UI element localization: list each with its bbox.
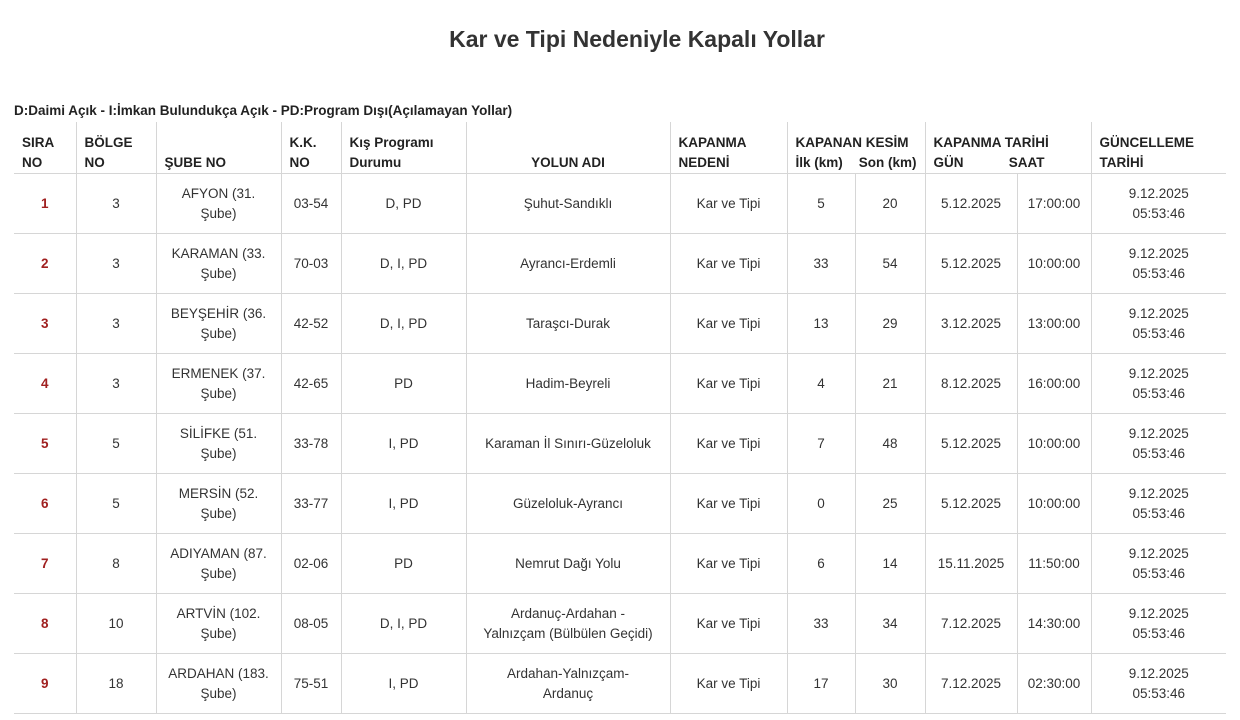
- cell-bolge: 5: [76, 414, 156, 474]
- cell-ilk-km: 0: [787, 474, 855, 534]
- cell-sube: MERSİN (52. Şube): [156, 474, 281, 534]
- cell-gun: 8.12.2025: [925, 354, 1017, 414]
- cell-guncelleme: 9.12.2025 05:53:46: [1091, 534, 1226, 594]
- cell-kk: 42-65: [281, 354, 341, 414]
- cell-son-km: 29: [855, 294, 925, 354]
- cell-kk: 33-78: [281, 414, 341, 474]
- cell-guncelleme: 9.12.2025 05:53:46: [1091, 234, 1226, 294]
- cell-kapanma-nedeni: Kar ve Tipi: [670, 174, 787, 234]
- cell-sube: ARTVİN (102. Şube): [156, 594, 281, 654]
- cell-saat: 11:50:00: [1017, 534, 1091, 594]
- cell-saat: 10:00:00: [1017, 234, 1091, 294]
- cell-kapanma-nedeni: Kar ve Tipi: [670, 654, 787, 714]
- cell-guncelleme: 9.12.2025 05:53:46: [1091, 594, 1226, 654]
- cell-saat: 17:00:00: [1017, 174, 1091, 234]
- cell-kk: 75-51: [281, 654, 341, 714]
- cell-guncelleme: 9.12.2025 05:53:46: [1091, 414, 1226, 474]
- cell-yolun-adi: Ardahan-Yalnızçam- Ardanuç: [466, 654, 670, 714]
- cell-kk: 70-03: [281, 234, 341, 294]
- cell-son-km: 30: [855, 654, 925, 714]
- cell-kapanma-nedeni: Kar ve Tipi: [670, 354, 787, 414]
- header-guncelleme-tarihi: GÜNCELLEME TARİHİ: [1091, 122, 1226, 174]
- table-row: [14, 414, 1226, 474]
- table-row: [14, 594, 1226, 654]
- table-row: [14, 174, 1226, 234]
- cell-gun: 3.12.2025: [925, 294, 1017, 354]
- table-row: [14, 234, 1226, 294]
- header-yolun-adi: YOLUN ADI: [466, 122, 670, 174]
- table-row: [14, 474, 1226, 534]
- cell-yolun-adi: Şuhut-Sandıklı: [466, 174, 670, 234]
- cell-sube: ERMENEK (37. Şube): [156, 354, 281, 414]
- cell-bolge: 10: [76, 594, 156, 654]
- status-legend: D:Daimi Açık - I:İmkan Bulundukça Açık - PD:Program Dışı(Açılamayan Yollar): [14, 103, 513, 118]
- cell-son-km: 34: [855, 594, 925, 654]
- cell-sira: 4: [14, 354, 76, 414]
- cell-ilk-km: 13: [787, 294, 855, 354]
- cell-yolun-adi: Güzeloluk-Ayrancı: [466, 474, 670, 534]
- cell-saat: 13:00:00: [1017, 294, 1091, 354]
- cell-sira: 1: [14, 174, 76, 234]
- cell-bolge: 3: [76, 294, 156, 354]
- cell-son-km: 48: [855, 414, 925, 474]
- cell-kapanma-nedeni: Kar ve Tipi: [670, 534, 787, 594]
- cell-kk: 03-54: [281, 174, 341, 234]
- cell-sira: 7: [14, 534, 76, 594]
- cell-kk: 08-05: [281, 594, 341, 654]
- header-bolge: BÖLGE NO: [76, 122, 156, 174]
- cell-kis-programi: I, PD: [341, 474, 466, 534]
- cell-bolge: 18: [76, 654, 156, 714]
- cell-kis-programi: I, PD: [341, 414, 466, 474]
- closed-roads-table: [14, 122, 1226, 714]
- cell-ilk-km: 7: [787, 414, 855, 474]
- cell-kk: 33-77: [281, 474, 341, 534]
- cell-son-km: 54: [855, 234, 925, 294]
- cell-son-km: 14: [855, 534, 925, 594]
- cell-ilk-km: 33: [787, 234, 855, 294]
- cell-sube: KARAMAN (33. Şube): [156, 234, 281, 294]
- cell-saat: 16:00:00: [1017, 354, 1091, 414]
- cell-sube: SİLİFKE (51. Şube): [156, 414, 281, 474]
- cell-son-km: 21: [855, 354, 925, 414]
- cell-kapanma-nedeni: Kar ve Tipi: [670, 414, 787, 474]
- cell-guncelleme: 9.12.2025 05:53:46: [1091, 474, 1226, 534]
- table-row: [14, 534, 1226, 594]
- cell-sira: 8: [14, 594, 76, 654]
- table-row: [14, 294, 1226, 354]
- cell-saat: 02:30:00: [1017, 654, 1091, 714]
- cell-saat: 10:00:00: [1017, 414, 1091, 474]
- cell-kis-programi: D, I, PD: [341, 294, 466, 354]
- cell-sube: AFYON (31. Şube): [156, 174, 281, 234]
- table-row: [14, 354, 1226, 414]
- cell-gun: 5.12.2025: [925, 474, 1017, 534]
- cell-bolge: 5: [76, 474, 156, 534]
- cell-yolun-adi: Hadim-Beyreli: [466, 354, 670, 414]
- table-header-row: [14, 122, 1226, 174]
- cell-kapanma-nedeni: Kar ve Tipi: [670, 294, 787, 354]
- cell-yolun-adi: Taraşcı-Durak: [466, 294, 670, 354]
- cell-ilk-km: 6: [787, 534, 855, 594]
- header-kk: K.K. NO: [281, 122, 341, 174]
- cell-bolge: 3: [76, 234, 156, 294]
- cell-sira: 2: [14, 234, 76, 294]
- cell-kapanma-nedeni: Kar ve Tipi: [670, 234, 787, 294]
- cell-guncelleme: 9.12.2025 05:53:46: [1091, 294, 1226, 354]
- cell-kis-programi: D, I, PD: [341, 594, 466, 654]
- cell-sube: BEYŞEHİR (36. Şube): [156, 294, 281, 354]
- cell-guncelleme: 9.12.2025 05:53:46: [1091, 654, 1226, 714]
- table-row: [14, 654, 1226, 714]
- header-kis-programi: Kış Programı Durumu: [341, 122, 466, 174]
- page-title: Kar ve Tipi Nedeniyle Kapalı Yollar: [449, 26, 825, 52]
- cell-sira: 9: [14, 654, 76, 714]
- cell-bolge: 3: [76, 174, 156, 234]
- cell-yolun-adi: Ardanuç-Ardahan - Yalnızçam (Bülbülen Geçidi): [466, 594, 670, 654]
- cell-sube: ARDAHAN (183. Şube): [156, 654, 281, 714]
- cell-ilk-km: 4: [787, 354, 855, 414]
- cell-ilk-km: 5: [787, 174, 855, 234]
- cell-ilk-km: 17: [787, 654, 855, 714]
- cell-yolun-adi: Karaman İl Sınırı-Güzeloluk: [466, 414, 670, 474]
- cell-sira: 6: [14, 474, 76, 534]
- cell-sube: ADIYAMAN (87. Şube): [156, 534, 281, 594]
- cell-sira: 5: [14, 414, 76, 474]
- cell-bolge: 3: [76, 354, 156, 414]
- cell-gun: 15.11.2025: [925, 534, 1017, 594]
- cell-saat: 14:30:00: [1017, 594, 1091, 654]
- cell-kis-programi: D, I, PD: [341, 234, 466, 294]
- cell-kapanma-nedeni: Kar ve Tipi: [670, 474, 787, 534]
- cell-ilk-km: 33: [787, 594, 855, 654]
- header-kapanma-nedeni: KAPANMA NEDENİ: [670, 122, 787, 174]
- cell-yolun-adi: Ayrancı-Erdemli: [466, 234, 670, 294]
- cell-kis-programi: I, PD: [341, 654, 466, 714]
- cell-kis-programi: D, PD: [341, 174, 466, 234]
- cell-kk: 42-52: [281, 294, 341, 354]
- cell-gun: 5.12.2025: [925, 234, 1017, 294]
- cell-guncelleme: 9.12.2025 05:53:46: [1091, 174, 1226, 234]
- cell-kapanma-nedeni: Kar ve Tipi: [670, 594, 787, 654]
- header-sube: ŞUBE NO: [156, 122, 281, 174]
- cell-yolun-adi: Nemrut Dağı Yolu: [466, 534, 670, 594]
- header-kapanma-tarihi: KAPANMA TARİHİ GÜN SAAT: [925, 122, 1091, 174]
- cell-kis-programi: PD: [341, 534, 466, 594]
- cell-son-km: 25: [855, 474, 925, 534]
- cell-sira: 3: [14, 294, 76, 354]
- cell-bolge: 8: [76, 534, 156, 594]
- cell-gun: 7.12.2025: [925, 594, 1017, 654]
- cell-kk: 02-06: [281, 534, 341, 594]
- cell-gun: 5.12.2025: [925, 414, 1017, 474]
- cell-saat: 10:00:00: [1017, 474, 1091, 534]
- cell-gun: 7.12.2025: [925, 654, 1017, 714]
- header-kapanan-kesim: KAPANAN KESİM İlk (km) Son (km): [787, 122, 925, 174]
- cell-kis-programi: PD: [341, 354, 466, 414]
- cell-son-km: 20: [855, 174, 925, 234]
- cell-gun: 5.12.2025: [925, 174, 1017, 234]
- header-sira: SIRA NO: [14, 122, 76, 174]
- cell-guncelleme: 9.12.2025 05:53:46: [1091, 354, 1226, 414]
